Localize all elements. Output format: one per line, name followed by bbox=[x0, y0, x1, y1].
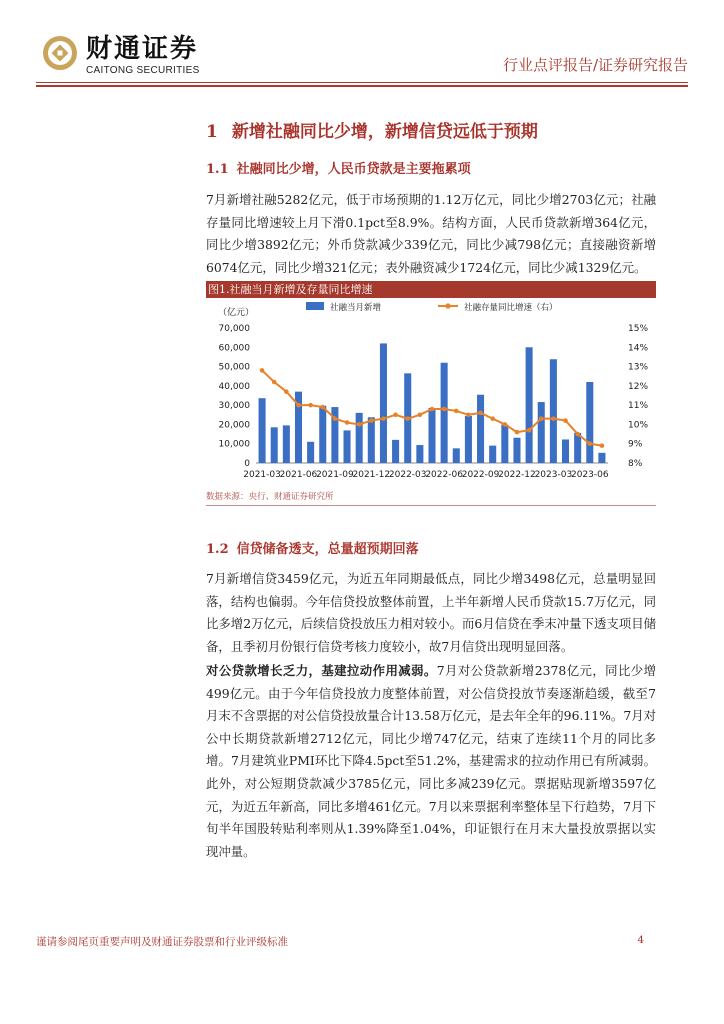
brand-name-en: CAITONG SECURITIES bbox=[86, 65, 200, 76]
x-tick-label: 2023-03 bbox=[534, 470, 573, 480]
bar bbox=[259, 398, 266, 463]
bar bbox=[538, 402, 545, 463]
growth-point bbox=[260, 368, 265, 373]
bar bbox=[319, 406, 326, 463]
y-left-tick-label: 40,000 bbox=[218, 381, 250, 392]
growth-point bbox=[454, 409, 459, 414]
y-right-tick-label: 14% bbox=[628, 343, 649, 354]
bar bbox=[441, 363, 448, 463]
section-1-1-title: 社融同比少增，人民币贷款是主要拖累项 bbox=[236, 162, 471, 177]
bar bbox=[428, 408, 435, 463]
section-1-2-heading bbox=[206, 538, 419, 557]
growth-point bbox=[575, 432, 580, 437]
y-left-tick-label: 20,000 bbox=[218, 420, 250, 431]
chart-unit-label: （亿元） bbox=[218, 308, 255, 318]
figure-1-source: 数据来源：央行、财通证券研究所 bbox=[206, 492, 334, 502]
section-1-2-number: 1.2 bbox=[206, 542, 229, 557]
x-tick-label: 2021-12 bbox=[352, 470, 391, 480]
bar bbox=[489, 446, 496, 463]
growth-point bbox=[284, 389, 289, 394]
growth-point bbox=[405, 416, 410, 421]
section-1-1-paragraph: 7月新增社融5282亿元，低于市场预期的1.12万亿元，同比少增2703亿元；社融存量同比增速较上月下滑0.1pct至8.9%。结构方面，人民币贷款新增364亿元，同比少增3892亿元；外币贷款减少339亿元，同比少减798亿元；直接融资新增6074亿元，同比少增321亿元；表外融资减少1724亿元，同比少减1329亿元。 bbox=[206, 192, 656, 275]
growth-point bbox=[478, 411, 483, 416]
y-right-tick-label: 11% bbox=[628, 401, 649, 412]
paragraph-2-lead: 对公贷款增长乏力，基建拉动作用减弱。 bbox=[206, 663, 437, 678]
section-1-1-number: 1.1 bbox=[206, 162, 229, 177]
growth-point bbox=[369, 418, 374, 423]
bar bbox=[271, 427, 278, 463]
caitong-logo-icon bbox=[42, 35, 78, 71]
x-tick-label: 2022-06 bbox=[425, 470, 463, 480]
growth-point bbox=[357, 422, 362, 427]
bar bbox=[513, 438, 520, 463]
growth-point bbox=[393, 412, 398, 417]
y-left-tick-label: 0 bbox=[244, 459, 250, 469]
growth-point bbox=[503, 422, 508, 427]
growth-point bbox=[345, 420, 350, 425]
paragraph-2-body: 7月对公贷款新增2378亿元，同比少增499亿元。由于今年信贷投放力度整体前置，对公信贷投放节奏逐渐趋缓，截至7月末不含票据的对公信贷投放量合计13.58万亿元，是去年全年的96.11%。7月对公中长期贷款新增2712亿元，同比少增747亿元，结束了连续11个月的同比多增。7月建筑业PMI环比下降4.5pct至51.2%，基建需求的拉动作用已有所减弱。此外，对公短期贷款减少3785亿元，同比多减239亿元。票据贴现新增3597亿元，为近五年新高，同比多增461亿元。7月以来票据利率整体呈下行趋势，7月下旬半年国股转贴利率则从1.39%降至1.04%，印证银行在月末大量投放票据以实现冲量。 bbox=[206, 663, 657, 859]
growth-point bbox=[539, 416, 544, 421]
footer-disclaimer: 谨请参阅尾页重要声明及财通证券股票和行业评级标准 bbox=[36, 936, 288, 948]
source-divider bbox=[206, 505, 656, 506]
growth-point bbox=[527, 428, 532, 433]
bar bbox=[562, 439, 569, 463]
growth-point bbox=[320, 405, 325, 410]
growth-point bbox=[418, 412, 423, 417]
brand-name-cn: 财通证券 bbox=[86, 34, 199, 64]
legend-line-label: 社融存量同比增速（右） bbox=[464, 303, 558, 313]
x-tick-label: 2022-09 bbox=[461, 470, 500, 480]
bar bbox=[453, 448, 460, 463]
y-right-tick-label: 15% bbox=[628, 324, 649, 334]
y-left-tick-label: 70,000 bbox=[218, 324, 250, 334]
x-tick-label: 2021-03 bbox=[243, 470, 281, 480]
growth-point bbox=[490, 416, 495, 421]
growth-point bbox=[296, 403, 301, 408]
bar bbox=[598, 453, 605, 463]
bar bbox=[586, 382, 593, 463]
y-right-tick-label: 10% bbox=[628, 420, 649, 431]
growth-point bbox=[600, 443, 605, 448]
section-1-heading bbox=[206, 117, 538, 142]
bar bbox=[392, 440, 399, 463]
bar bbox=[368, 417, 375, 463]
growth-point bbox=[466, 412, 471, 417]
growth-point bbox=[333, 416, 338, 421]
x-tick-label: 2023-06 bbox=[570, 470, 609, 480]
x-tick-label: 2021-09 bbox=[316, 470, 354, 480]
y-left-tick-label: 30,000 bbox=[218, 401, 250, 412]
y-right-tick-label: 9% bbox=[628, 439, 643, 450]
x-tick-label: 2022-03 bbox=[388, 470, 427, 480]
bar bbox=[574, 433, 581, 463]
page-number: 4 bbox=[637, 934, 644, 946]
section-1-number: 1 bbox=[206, 122, 218, 142]
legend-bar-swatch bbox=[306, 302, 324, 310]
x-tick-label: 2021-06 bbox=[279, 470, 318, 480]
section-1-2-title: 信贷储备透支，总量超预期回落 bbox=[236, 542, 419, 557]
growth-point bbox=[563, 418, 568, 423]
growth-point bbox=[430, 407, 435, 412]
growth-point bbox=[515, 430, 520, 435]
section-1-1-heading bbox=[206, 158, 471, 177]
report-type: 行业点评报告/证券研究报告 bbox=[502, 56, 688, 74]
legend-line-marker bbox=[445, 303, 450, 308]
figure-1-title: 图1.社融当月新增及存量同比增速 bbox=[206, 281, 656, 298]
y-right-tick-label: 13% bbox=[628, 362, 649, 373]
bar bbox=[307, 442, 314, 463]
bar bbox=[380, 343, 387, 463]
growth-point bbox=[308, 403, 313, 408]
bar bbox=[344, 430, 351, 463]
y-right-tick-label: 8% bbox=[628, 459, 643, 469]
growth-point bbox=[272, 380, 277, 385]
growth-point bbox=[442, 407, 447, 412]
section-1-2-paragraph-1: 7月新增信贷3459亿元，为近五年同期最低点，同比少增3498亿元，总量明显回落，结构也偏弱。今年信贷投放整体前置，上半年新增人民币贷款15.7万亿元，同比多增2万亿元，后续信贷投放压力相对较小。而6月信贷在季末冲量下透支项目储备，且季初月份银行信贷考核力度较小，故7月信贷出现明显回落。 bbox=[206, 571, 656, 654]
figure-1-chart bbox=[206, 298, 656, 488]
bar bbox=[465, 416, 472, 463]
bar bbox=[283, 425, 290, 463]
y-right-tick-label: 12% bbox=[628, 381, 649, 392]
growth-point bbox=[587, 441, 592, 446]
y-left-tick-label: 10,000 bbox=[218, 439, 250, 450]
growth-point bbox=[551, 416, 556, 421]
bar bbox=[550, 359, 557, 463]
header-divider bbox=[36, 82, 688, 87]
bar bbox=[501, 425, 508, 463]
section-1-title: 新增社融同比少增，新增信贷远低于预期 bbox=[231, 122, 538, 142]
legend-bar-label: 社融当月新增 bbox=[330, 303, 382, 313]
chart-legend bbox=[306, 302, 558, 313]
growth-point bbox=[381, 416, 386, 421]
section-1-2-paragraph-2 bbox=[206, 660, 656, 863]
y-left-tick-label: 60,000 bbox=[218, 343, 250, 354]
bar bbox=[356, 413, 363, 463]
bar bbox=[477, 395, 484, 463]
bar bbox=[526, 347, 533, 463]
y-left-tick-label: 50,000 bbox=[218, 362, 250, 373]
bar bbox=[416, 445, 423, 463]
x-tick-label: 2022-12 bbox=[498, 470, 536, 480]
